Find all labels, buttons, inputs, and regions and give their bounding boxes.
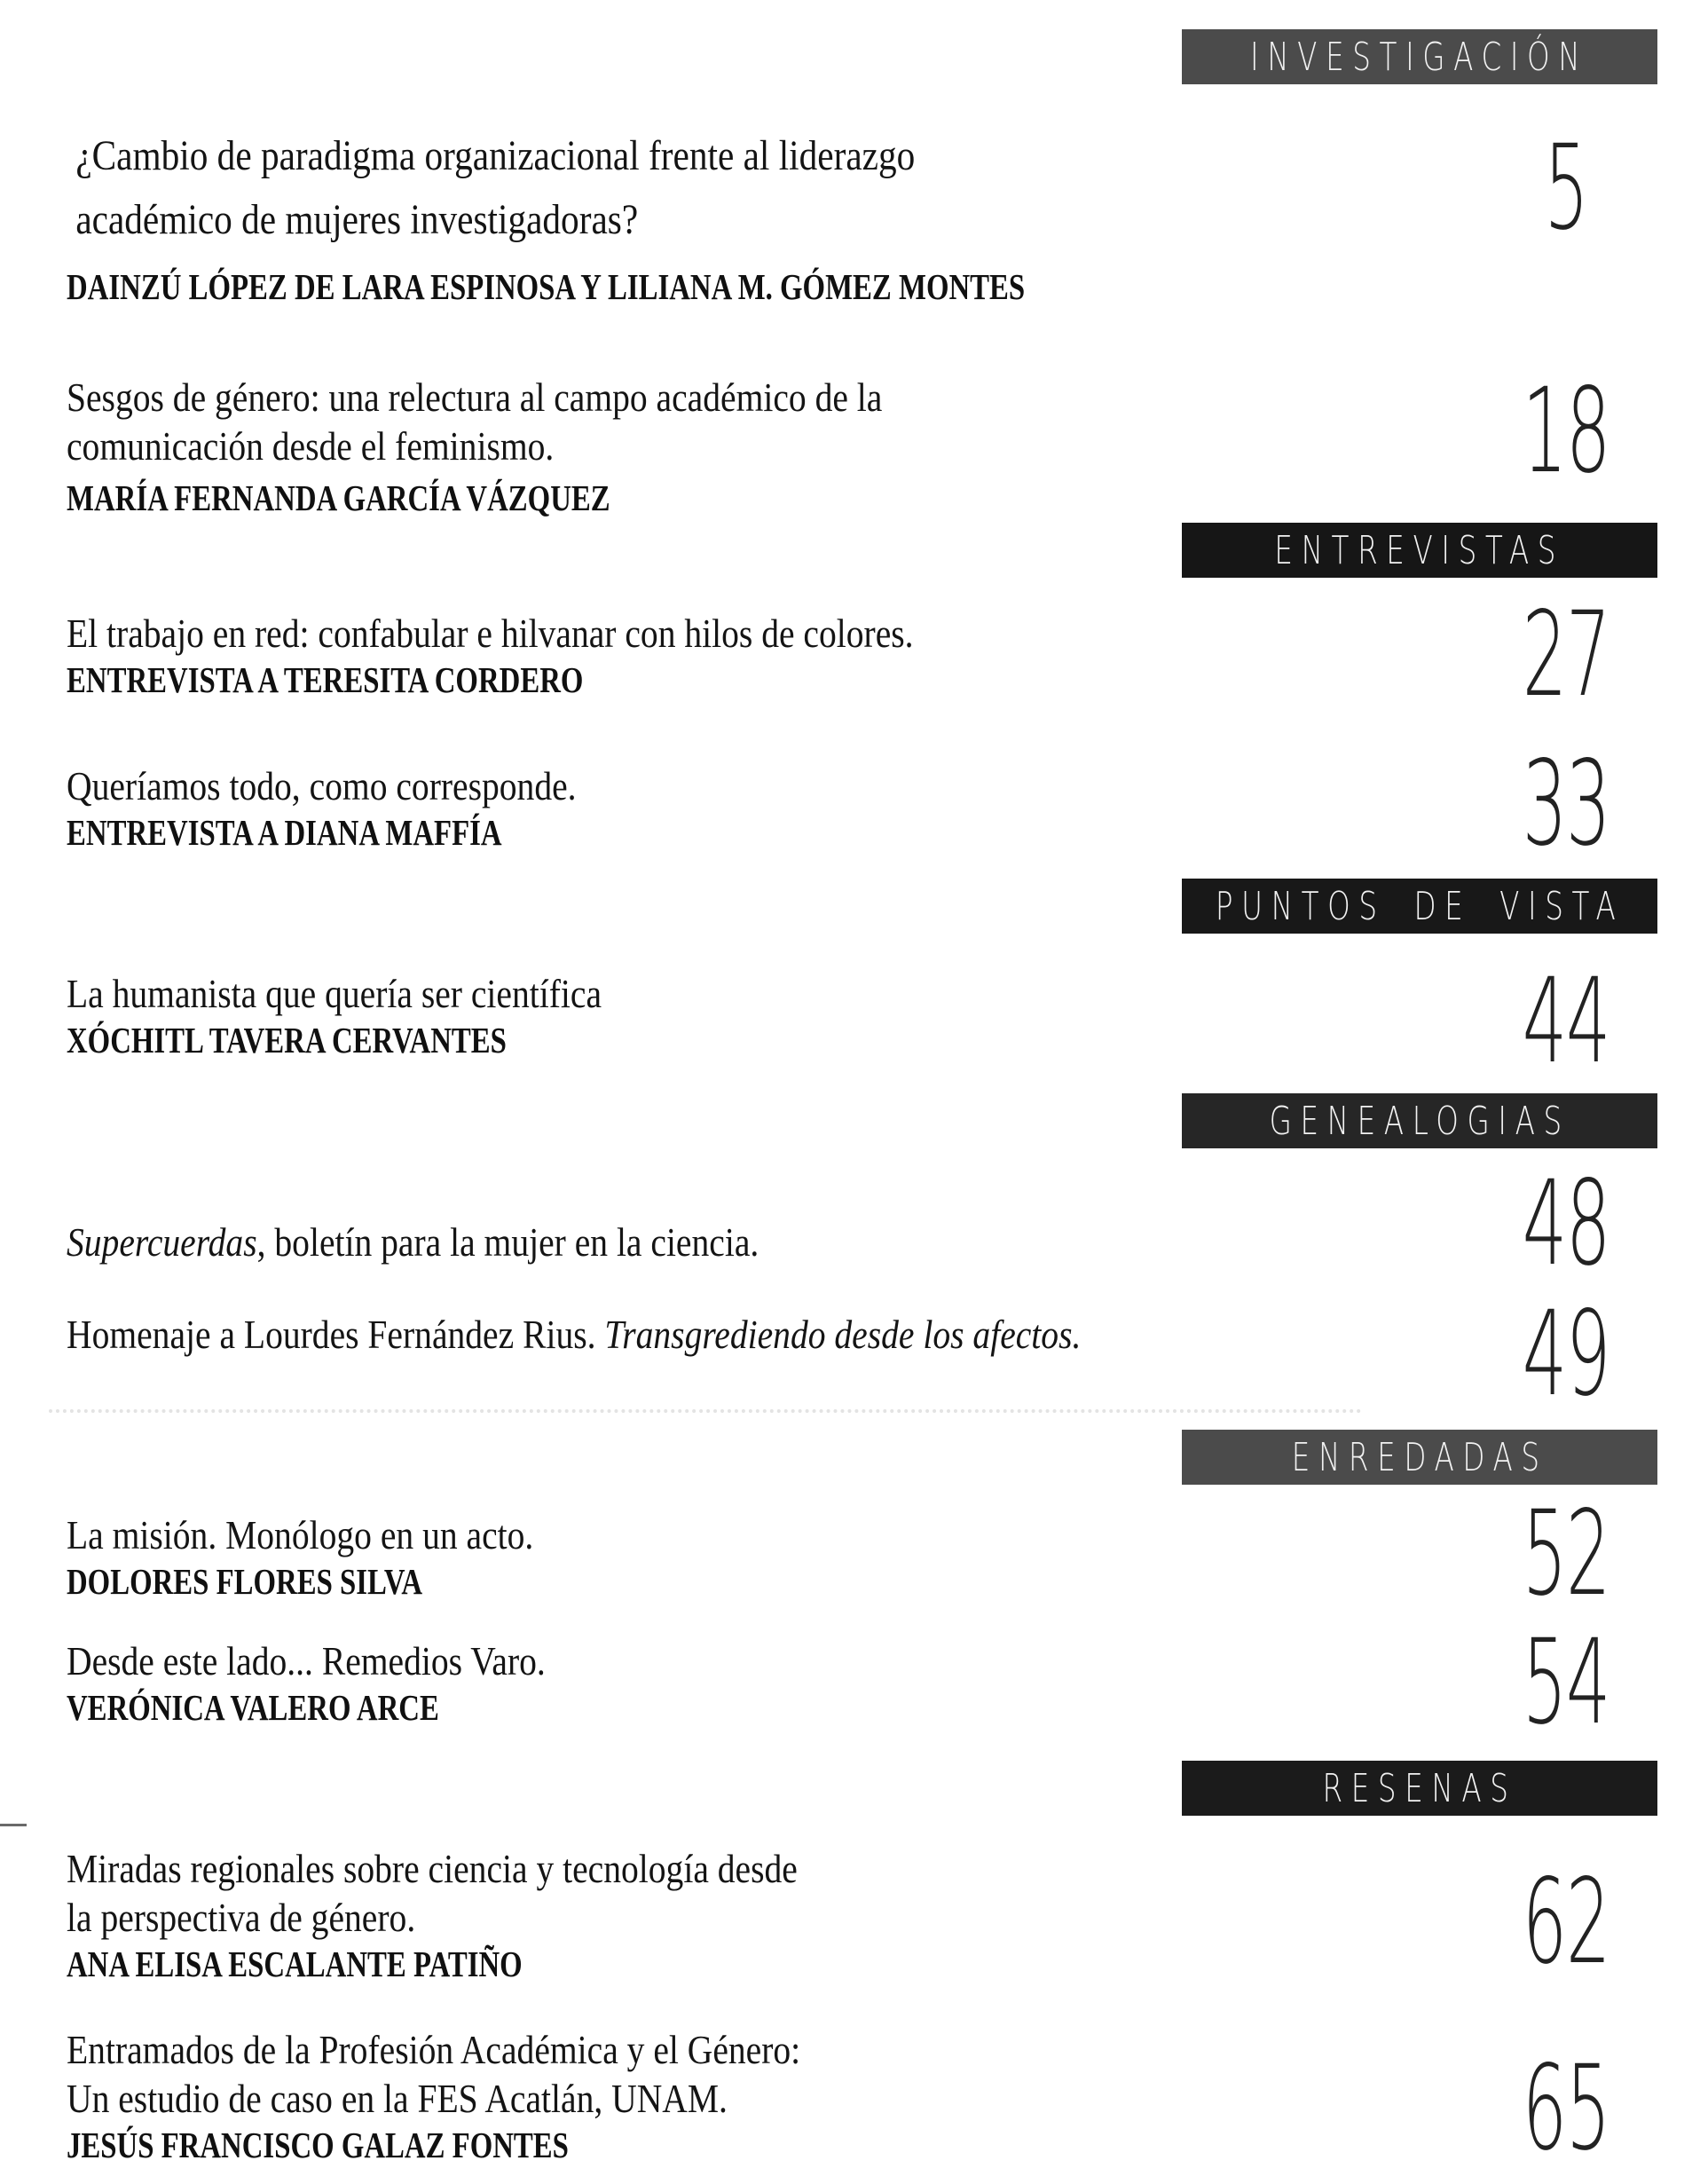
- title-line: La misión. Monólogo en un acto.: [67, 1512, 534, 1557]
- title-line: , boletín para la mujer en la ciencia.: [256, 1219, 759, 1265]
- title-line: ¿Cambio de paradigma organizacional frente al liderazgo: [75, 132, 916, 179]
- entry-page-number: [1420, 1614, 1700, 1751]
- toc-entry: [67, 2025, 920, 2167]
- entry-page-number: [1420, 363, 1700, 500]
- section-bar-resenas: [1182, 1761, 1657, 1816]
- title-italic-segment: Transgrediendo desde los afectos.: [604, 1312, 1082, 1357]
- toc-entry: [67, 1218, 871, 1266]
- section-bar-investigacion: [1182, 29, 1657, 84]
- title-line: La humanista que quería ser científica: [67, 971, 602, 1016]
- section-label-enredadas: ENREDADAS: [1291, 1434, 1548, 1480]
- page-number-digits: 5: [1544, 120, 1588, 256]
- title-italic-segment: Supercuerdas: [67, 1219, 257, 1265]
- entry-page-number: [1420, 1854, 1700, 1991]
- entry-title: [67, 1310, 1081, 1359]
- entry-page-number: [1420, 1155, 1700, 1292]
- section-bar-enredadas: [1182, 1430, 1657, 1485]
- scan-artifact-line: [49, 1409, 1362, 1413]
- toc-entry: [67, 1510, 610, 1604]
- entry-author: XÓCHITL TAVERA CERVANTES: [67, 1020, 507, 1060]
- entry-title: [67, 969, 602, 1018]
- page-number-digits: 52: [1522, 1486, 1610, 1622]
- title-line: la perspectiva de género.: [67, 1895, 416, 1940]
- title-line: Queríamos todo, como corresponde.: [67, 763, 577, 808]
- page-number-digits: 27: [1522, 587, 1610, 723]
- entry-title: [67, 1510, 533, 1559]
- entry-page-number: [1420, 1486, 1700, 1622]
- section-label-genealogias: GENEALOGIAS: [1269, 1098, 1570, 1144]
- toc-entry: [67, 1844, 917, 1986]
- page-number-digits: 48: [1522, 1155, 1610, 1292]
- entry-page-number: [1420, 2040, 1700, 2177]
- entry-author: VERÓNICA VALERO ARCE: [67, 1687, 439, 1728]
- page-number-digits: 54: [1522, 1614, 1610, 1751]
- entry-page-number: [1420, 587, 1700, 723]
- section-label-resenas: RESENAS: [1322, 1765, 1517, 1811]
- entry-author: ANA ELISA ESCALANTE PATIÑO: [67, 1944, 523, 1984]
- entry-title: [67, 2025, 800, 2123]
- section-label-entrevistas: ENTREVISTAS: [1274, 527, 1565, 573]
- entry-title: [67, 761, 577, 810]
- title-line: Un estudio de caso en la FES Acatlán, UNAM.: [67, 2076, 728, 2121]
- entry-author: JESÚS FRANCISCO GALAZ FONTES: [67, 2125, 569, 2165]
- entry-page-number: [1420, 736, 1700, 872]
- entry-title: [67, 1844, 798, 1942]
- page-number-digits: 65: [1522, 2040, 1610, 2177]
- page-number-digits: 33: [1522, 736, 1610, 872]
- toc-entry: [67, 969, 689, 1062]
- title-line: Entramados de la Profesión Académica y el Género:: [67, 2027, 801, 2072]
- entry-title: [67, 373, 882, 470]
- entry-page-number: [1420, 120, 1700, 256]
- entry-author: MARÍA FERNANDA GARCÍA VÁZQUEZ: [67, 477, 610, 518]
- page-number-digits: 44: [1522, 953, 1610, 1090]
- section-label-investigacion: INVESTIGACIÓN: [1250, 34, 1589, 80]
- section-bar-genealogias: [1182, 1093, 1657, 1148]
- section-bar-puntos-de-vista: [1182, 879, 1657, 934]
- toc-entry: [67, 1636, 624, 1730]
- page-number-digits: 62: [1522, 1854, 1610, 1991]
- entry-title: [67, 1218, 759, 1266]
- title-line: académico de mujeres investigadoras?: [75, 196, 639, 243]
- entry-title: [67, 609, 914, 658]
- page-number-digits: 49: [1522, 1286, 1610, 1423]
- page-edge-mark: [0, 1824, 27, 1826]
- entry-author: DAINZÚ LÓPEZ DE LARA ESPINOSA Y LILIANA M. GÓMEZ MONTES: [67, 266, 1026, 307]
- entry-title: [67, 124, 1097, 252]
- page-number-digits: 18: [1522, 363, 1610, 500]
- entry-author: DOLORES FLORES SILVA: [67, 1561, 423, 1602]
- toc-entry: [67, 761, 659, 855]
- toc-entry: [67, 373, 1015, 520]
- title-line: Sesgos de género: una relectura al campo académico de la: [67, 375, 883, 420]
- title-line: Desde este lado... Remedios Varo.: [67, 1638, 546, 1683]
- title-line: Homenaje a Lourdes Fernández Rius.: [67, 1312, 605, 1357]
- title-line: comunicación desde el feminismo.: [67, 423, 555, 469]
- entry-page-number: [1420, 1286, 1700, 1423]
- section-label-puntos-de-vista: PUNTOS DE VISTA: [1215, 883, 1625, 929]
- entry-author: ENTREVISTA A DIANA MAFFÍA: [67, 812, 502, 853]
- toc-entry: [67, 609, 1051, 702]
- toc-entry: [67, 1310, 1247, 1359]
- title-line: El trabajo en red: confabular e hilvanar con hilos de colores.: [67, 611, 914, 656]
- title-line: Miradas regionales sobre ciencia y tecnología desde: [67, 1846, 798, 1891]
- entry-title: [67, 1636, 546, 1685]
- section-bar-entrevistas: [1182, 523, 1657, 578]
- entry-page-number: [1420, 953, 1700, 1090]
- entry-author: ENTREVISTA A TERESITA CORDERO: [67, 659, 584, 700]
- toc-entry: [67, 124, 1264, 309]
